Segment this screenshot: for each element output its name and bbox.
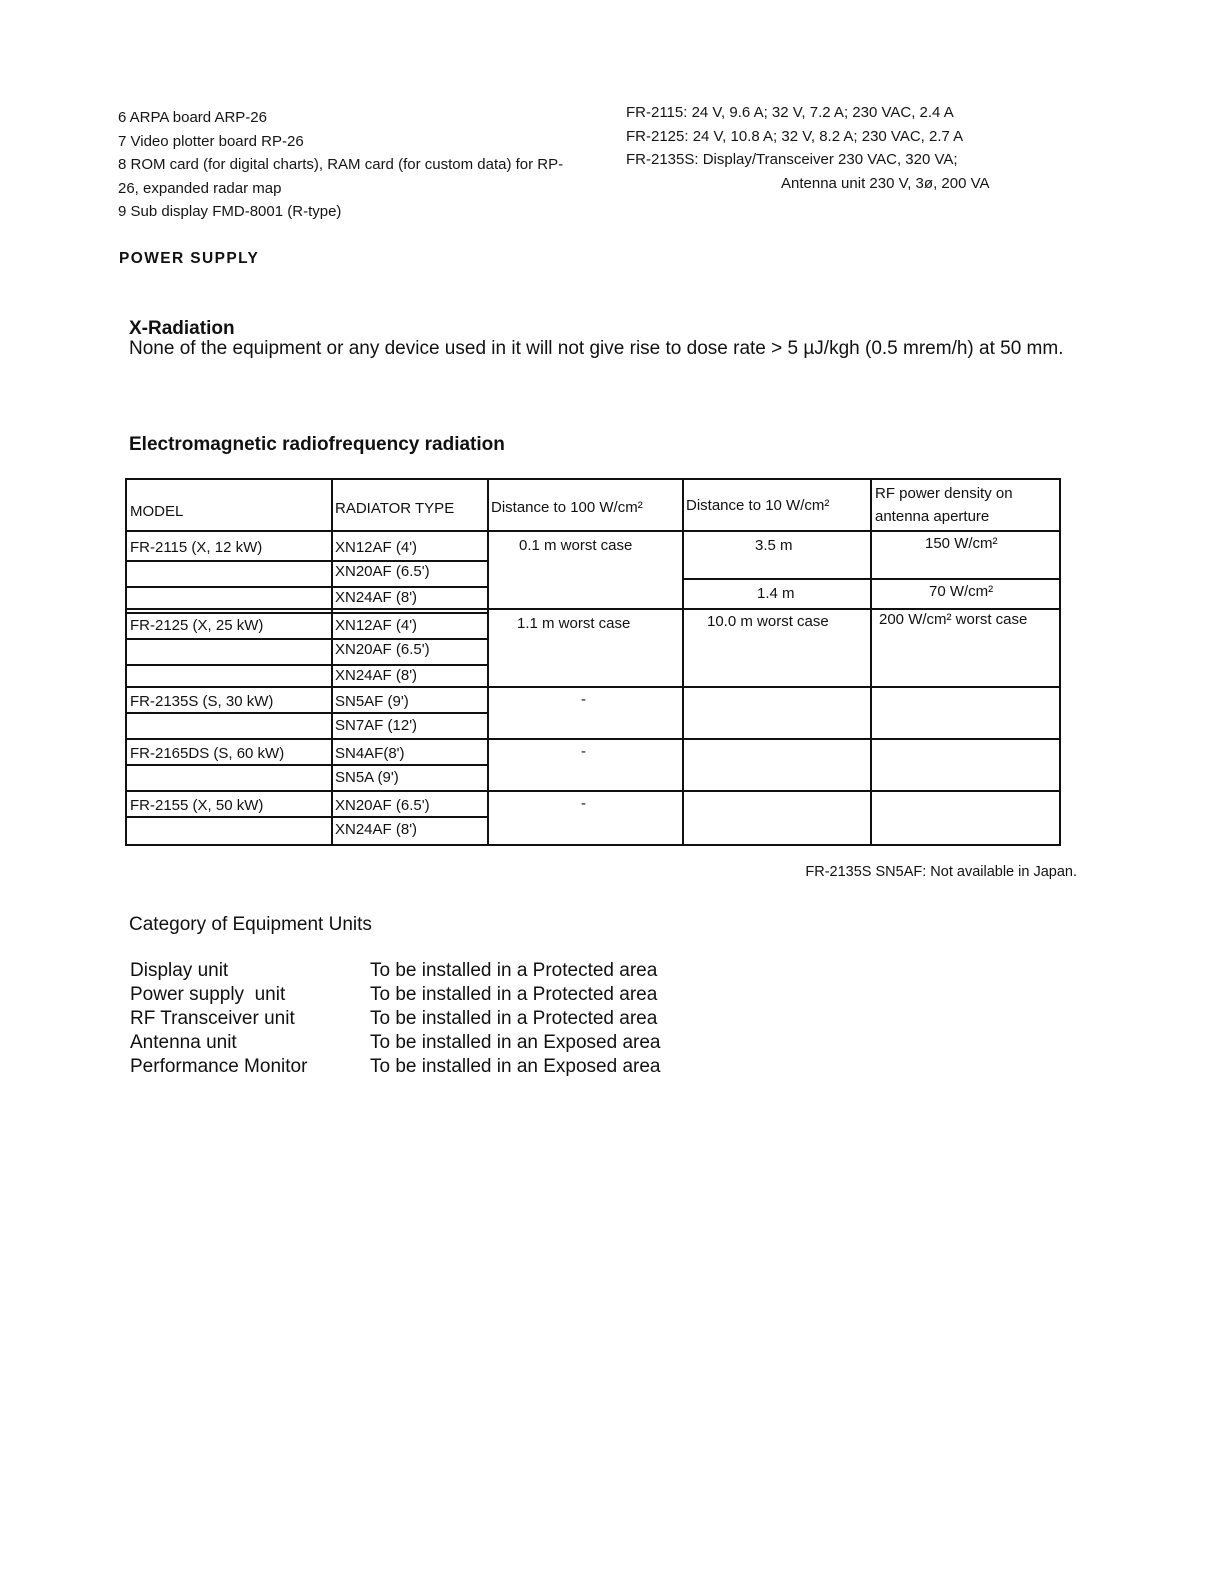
table-cell-dist100: 0.1 m worst case [519, 537, 633, 554]
table-cell-model: FR-2155 (X, 50 kW) [130, 797, 264, 814]
table-divider [127, 738, 1059, 740]
table-cell-density: 70 W/cm² [929, 583, 994, 600]
category-unit: Display unit [130, 960, 229, 981]
table-cell-dist100: - [581, 743, 586, 760]
table-cell-radiator: XN24AF (8') [335, 589, 418, 606]
table-divider [127, 664, 489, 666]
table-cell-density: 150 W/cm² [925, 535, 998, 552]
table-cell-model: FR-2125 (X, 25 kW) [130, 617, 264, 634]
table-cell-density: 200 W/cm² worst case [879, 611, 1028, 628]
table-cell-dist100: 1.1 m worst case [517, 615, 631, 632]
power-line: FR-2115: 24 V, 9.6 A; 32 V, 7.2 A; 230 VAC, 2.4 A [626, 104, 954, 121]
category-unit: Performance Monitor [130, 1056, 308, 1077]
table-cell-model: FR-2165DS (S, 60 kW) [130, 745, 285, 762]
power-supply-list [626, 101, 1056, 195]
category-unit: RF Transceiver unit [130, 1008, 295, 1029]
category-area: To be installed in an Exposed area [370, 1056, 661, 1077]
table-divider [127, 686, 1059, 688]
category-unit: Power supply unit [130, 984, 286, 1005]
category-heading: Category of Equipment Units [129, 914, 372, 935]
table-cell-dist10: 1.4 m [757, 585, 795, 602]
table-header-model: MODEL [130, 503, 184, 520]
power-line: FR-2125: 24 V, 10.8 A; 32 V, 8.2 A; 230 VAC, 2.7 A [626, 127, 964, 145]
table-cell-model: FR-2115 (X, 12 kW) [130, 539, 263, 556]
table-cell-radiator: XN20AF (6.5') [335, 797, 430, 814]
optional-equipment-list [118, 106, 578, 224]
table-cell-radiator: XN12AF (4') [335, 617, 418, 634]
table-divider [127, 638, 489, 640]
option-item: 8 ROM card (for digital charts), RAM card (for custom data) for RP-26, expanded radar map [118, 156, 564, 197]
x-radiation-heading: X-Radiation [129, 318, 235, 339]
table-header-dist100: Distance to 100 W/cm² [491, 499, 643, 516]
table-divider [682, 578, 1059, 580]
table-divider [127, 790, 1059, 792]
table-divider [127, 764, 489, 766]
category-unit: Antenna unit [130, 1032, 237, 1053]
table-divider [127, 712, 489, 714]
table-cell-dist10: 3.5 m [755, 537, 793, 554]
table-cell-radiator: XN20AF (6.5') [335, 641, 430, 658]
table-divider [127, 586, 489, 588]
x-radiation-text: None of the equipment or any device used in it will not give rise to dose rate > 5 µJ/kgh (0.5 mrem/h) at 50 mm. [129, 338, 1064, 359]
option-item: 9 Sub display FMD-8001 (R-type) [118, 203, 342, 220]
em-radiation-heading: Electromagnetic radiofrequency radiation [129, 434, 505, 455]
power-line: Antenna unit 230 V, 3ø, 200 VA [781, 174, 990, 192]
table-cell-dist10: 10.0 m worst case [707, 613, 829, 630]
table-divider [127, 612, 489, 614]
category-area: To be installed in a Protected area [370, 960, 658, 981]
table-header-radiator: RADIATOR TYPE [335, 500, 455, 517]
table-cell-radiator: XN20AF (6.5') [335, 563, 430, 580]
option-item: 6 ARPA board ARP-26 [118, 109, 267, 126]
category-area: To be installed in a Protected area [370, 1008, 658, 1029]
table-cell-radiator: SN5A (9') [335, 769, 399, 786]
table-header-dist10: Distance to 10 W/cm² [686, 497, 830, 514]
category-area: To be installed in a Protected area [370, 984, 658, 1005]
table-divider [127, 530, 1059, 532]
power-supply-heading: POWER SUPPLY [119, 250, 260, 267]
option-item: 7 Video plotter board RP-26 [118, 132, 304, 150]
table-divider [127, 816, 489, 818]
table-cell-radiator: SN4AF(8') [335, 745, 405, 762]
table-cell-dist100: - [581, 795, 586, 812]
table-cell-radiator: SN5AF (9') [335, 693, 409, 710]
table-cell-radiator: XN24AF (8') [335, 821, 418, 838]
table-header-density: RF power density on antenna aperture [875, 485, 1013, 525]
table-cell-radiator: XN24AF (8') [335, 667, 418, 684]
category-area: To be installed in an Exposed area [370, 1032, 661, 1053]
table-cell-model: FR-2135S (S, 30 kW) [130, 693, 274, 710]
table-cell-radiator: SN7AF (12') [335, 717, 418, 734]
table-footnote: FR-2135S SN5AF: Not available in Japan. [805, 864, 1077, 880]
table-divider [127, 560, 489, 562]
table-cell-dist100: - [581, 691, 586, 708]
power-line: FR-2135S: Display/Transceiver 230 VAC, 320 VA; [626, 151, 958, 168]
table-cell-radiator: XN12AF (4') [335, 539, 418, 556]
rf-radiation-table [125, 478, 1061, 846]
